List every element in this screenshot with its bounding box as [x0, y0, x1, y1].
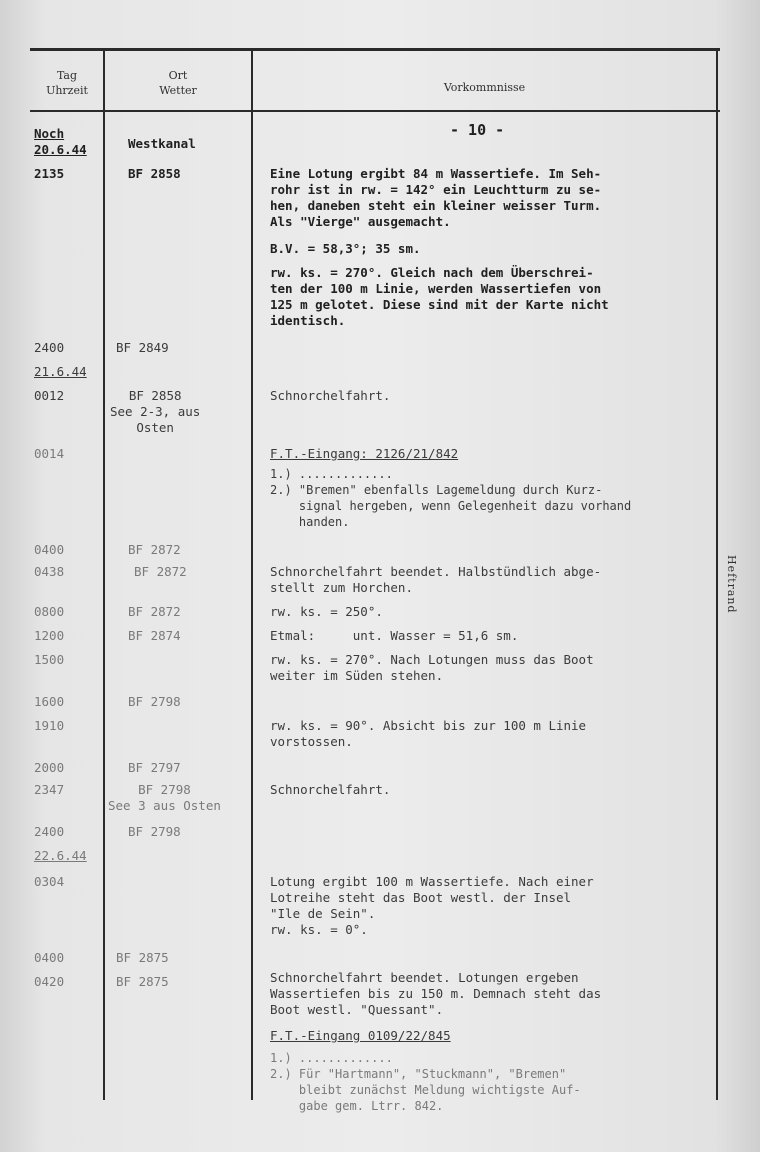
header-tag: Tag Uhrzeit	[46, 69, 88, 97]
row-text: F.T.-Eingang: 2126/21/842	[270, 446, 459, 461]
row-time: 2135	[34, 166, 65, 181]
col-divider-2	[251, 50, 253, 1100]
row-place: BF 2872	[128, 542, 181, 557]
header-vorkommnisse	[253, 80, 716, 95]
row-place: BF 2797	[128, 760, 181, 775]
row-text: Eine Lotung ergibt 84 m Wassertiefe. Im Seh- rohr ist in rw. = 142° ein Leuchtturm zu se- hen, daneben steht ein kleiner weisser Turm. Als "Vierge" ausgemacht.	[270, 166, 602, 229]
row-time: 1910	[34, 718, 65, 733]
row-place: BF 2858	[128, 166, 181, 181]
row-time: 0012	[34, 388, 65, 403]
row-text: 1.) ............. 2.) "Bremen" ebenfalls Lagemeldung durch Kurz- signal hergeben, wenn Gelegenheit dazu vorhand handen.	[270, 467, 632, 529]
row-time: 0400	[34, 542, 65, 557]
row-place: BF 2798	[128, 694, 181, 709]
row-place: Westkanal	[128, 136, 196, 151]
row-time: 2347	[34, 782, 65, 797]
row-place: BF 2849	[116, 340, 169, 355]
row-place: BF 2874	[128, 628, 181, 643]
page-number: - 10 -	[450, 121, 505, 139]
row-text: rw. ks. = 90°. Absicht bis zur 100 m Linie vorstossen.	[270, 718, 587, 749]
row-text: Schnorchelfahrt.	[270, 388, 391, 403]
row-time: Noch 20.6.44	[34, 126, 87, 157]
row-text: rw. ks. = 270°. Gleich nach dem Überschrei- ten der 100 m Linie, werden Wassertiefen von 125 m gelotet. Diese sind mit der Karte nicht identisch.	[270, 265, 609, 328]
row-text: F.T.-Eingang 0109/22/845	[270, 1028, 451, 1043]
row-time: 1500	[34, 652, 65, 667]
row-time: 0800	[34, 604, 65, 619]
row-time: 1200	[34, 628, 65, 643]
row-time: 0438	[34, 564, 65, 579]
row-place: BF 2875	[116, 950, 169, 965]
row-text: Schnorchelfahrt beendet. Halbstündlich abge- stellt zum Horchen.	[270, 564, 602, 595]
row-place: BF 2872	[134, 564, 187, 579]
row-time: 22.6.44	[34, 848, 87, 863]
row-place: BF 2798	[128, 824, 181, 839]
header-tag-uhrzeit	[32, 68, 102, 98]
row-place: BF 2872	[128, 604, 181, 619]
row-text: 1.) ............. 2.) Für "Hartmann", "Stuckmann", "Bremen" bleibt zunächst Meldung wichtigste Auf- gabe gem. Ltrr. 842.	[270, 1051, 581, 1113]
row-text: Schnorchelfahrt beendet. Lotungen ergeben Wassertiefen bis zu 150 m. Demnach steht das Boot westl. "Quessant".	[270, 970, 602, 1017]
row-text: Etmal: unt. Wasser = 51,6 sm.	[270, 628, 519, 643]
row-time: 2000	[34, 760, 65, 775]
row-place: BF 2798 See 3 aus Osten	[108, 782, 221, 813]
header-vorkommnisse-label: Vorkommnisse	[443, 81, 526, 94]
header-ort: Ort Wetter	[159, 69, 197, 97]
row-time: 2400	[34, 340, 65, 355]
row-time: 0304	[34, 874, 65, 889]
row-time: 1600	[34, 694, 65, 709]
margin-note-heftrand: Heftrand	[725, 555, 738, 614]
row-time: 0400	[34, 950, 65, 965]
row-text: B.V. = 58,3°; 35 sm.	[270, 241, 421, 256]
table-right-border	[716, 50, 718, 1100]
row-text: rw. ks. = 250°.	[270, 604, 383, 619]
row-text: Lotung ergibt 100 m Wassertiefe. Nach einer Lotreihe steht das Boot westl. der Insel "Ile de Sein". rw. ks. = 0°.	[270, 874, 594, 937]
row-time: 2400	[34, 824, 65, 839]
row-text: Schnorchelfahrt.	[270, 782, 391, 797]
row-time: 0014	[34, 446, 65, 461]
row-place: BF 2858 See 2-3, aus Osten	[110, 388, 201, 435]
col-divider-1	[103, 50, 105, 1100]
row-place: BF 2875	[116, 974, 169, 989]
row-time: 0420	[34, 974, 65, 989]
row-text: rw. ks. = 270°. Nach Lotungen muss das Boot weiter im Süden stehen.	[270, 652, 594, 683]
row-time: 21.6.44	[34, 364, 87, 379]
header-bottom-border	[30, 110, 720, 112]
table-top-border	[30, 48, 720, 51]
header-ort-wetter	[105, 68, 251, 98]
